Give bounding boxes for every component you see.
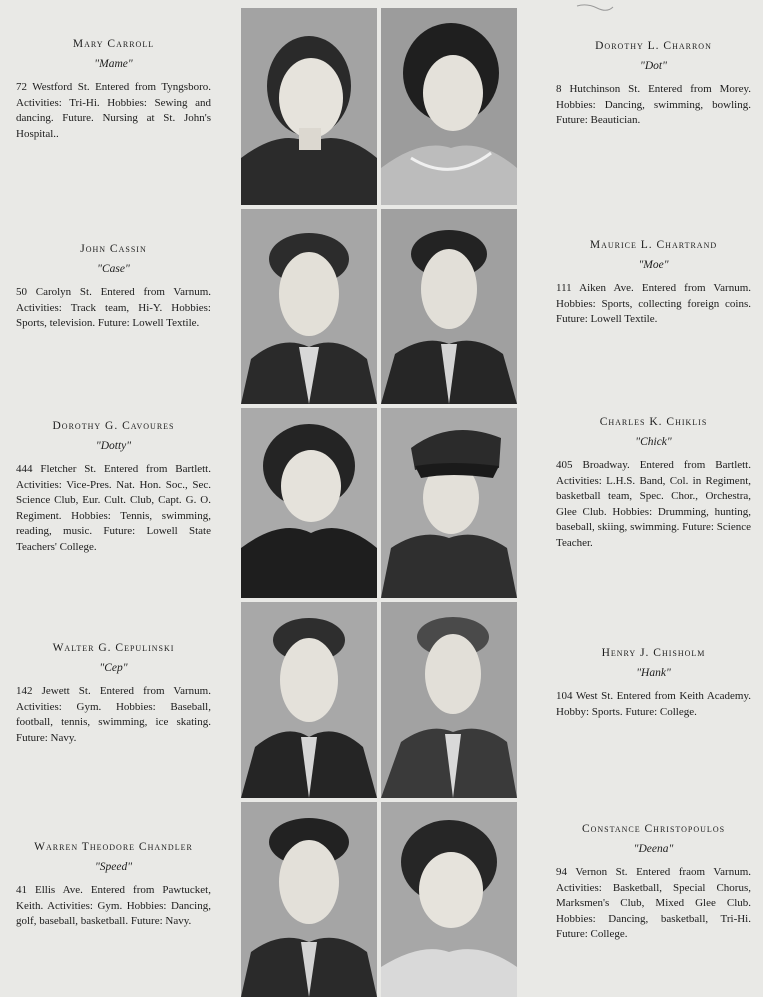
student-nickname: "Case" <box>97 263 130 275</box>
student-bio: 142 Jewett St. Entered from Varnum. Activities: Gym. Hobbies: Baseball, football, tennis, swimming, ice skating. Future: Navy. <box>16 685 211 744</box>
page-speck-mark <box>575 2 615 12</box>
portrait-photo-chandler <box>241 802 377 997</box>
student-bio: 111 Aiken Ave. Entered from Varnum. Hobbies: Sports, collecting foreign coins. Future: Lowell Textile. <box>556 282 751 326</box>
student-entry-cepulinski <box>16 642 211 746</box>
portrait-photo-cepulinski <box>241 602 377 798</box>
portrait-photo-cavoures <box>241 408 377 598</box>
student-bio: 8 Hutchinson St. Entered from Morey. Hobbies: Dancing, swimming, bowling. Future: Beautician. <box>556 83 751 127</box>
student-nickname: "Mame" <box>94 58 133 70</box>
student-entry-cassin <box>16 243 211 332</box>
student-nickname: "Moe" <box>638 259 669 271</box>
student-name: Henry J. Chisholm <box>601 647 706 659</box>
portrait-photo-cassin <box>241 209 377 404</box>
student-nickname: "Dot" <box>640 60 667 72</box>
student-name: Charles K. Chiklis <box>599 416 708 428</box>
student-bio: 444 Fletcher St. Entered from Bartlett. Activities: Vice-Pres. Nat. Hon. Soc., Sec. Science Club, Eur. Cult. Club, Capt. G. O. Regiment. Hobbies: Tennis, swimming, reading, music. Future: Lowell State Teachers' College. <box>16 463 211 553</box>
student-name: Maurice L. Chartrand <box>589 239 718 251</box>
student-name: Warren Theodore Chandler <box>34 841 193 853</box>
student-entry-chandler <box>16 841 211 930</box>
student-name: John Cassin <box>80 243 147 255</box>
student-nickname: "Chick" <box>635 436 672 448</box>
student-nickname: "Speed" <box>94 861 133 873</box>
student-name: Walter G. Cepulinski <box>52 642 175 654</box>
student-bio: 41 Ellis Ave. Entered from Pawtucket, Keith. Activities: Gym. Hobbies: Dancing, golf, baseball, basketball. Future: Navy. <box>16 884 211 928</box>
portrait-photo-christopoulos <box>381 802 517 997</box>
portrait-photo-chartrand <box>381 209 517 404</box>
student-nickname: "Dotty" <box>95 440 132 452</box>
student-entry-cavoures <box>16 420 211 556</box>
portrait-photo-chisholm <box>381 602 517 798</box>
student-entry-chiklis <box>556 416 751 552</box>
portrait-photo-chiklis <box>381 408 517 598</box>
student-bio: 50 Carolyn St. Entered from Varnum. Activities: Track team, Hi-Y. Hobbies: Sports, television. Future: Lowell Textile. <box>16 286 211 330</box>
student-name: Constance Christopoulos <box>581 823 726 835</box>
student-bio: 72 Westford St. Entered from Tyngsboro. Activities: Tri-Hi. Hobbies: Sewing and dancing. Future. Nursing at St. John's Hospital.. <box>16 81 211 140</box>
student-name: Dorothy L. Charron <box>595 40 712 52</box>
student-nickname: "Hank" <box>636 667 671 679</box>
student-bio: 104 West St. Entered from Keith Academy. Hobby: Sports. Future: College. <box>556 690 751 718</box>
student-bio: 94 Vernon St. Entered fraom Varnum. Activities: Basketball, Special Chorus, Marksmen's Club, Mixed Glee Club. Hobbies: Dancing, basketball, Tri-Hi. Future: College. <box>556 866 751 941</box>
student-nickname: "Cep" <box>99 662 128 674</box>
student-entry-carroll <box>16 38 211 142</box>
student-entry-chartrand <box>556 239 751 328</box>
student-entry-chisholm <box>556 647 751 720</box>
student-name: Mary Carroll <box>72 38 155 50</box>
student-name: Dorothy G. Cavoures <box>52 420 175 432</box>
portrait-photo-carroll <box>241 8 377 205</box>
student-entry-charron <box>556 40 751 129</box>
student-bio: 405 Broadway. Entered from Bartlett. Activities: L.H.S. Band, Col. in Regiment, basketball team, Spec. Chor., Orchestra, Glee Club. Hobbies: Drumming, hunting, baseball, skiing, swimming. Future: Science Teacher. <box>556 459 751 549</box>
student-nickname: "Deena" <box>633 843 674 855</box>
student-entry-christopoulos <box>556 823 751 943</box>
portrait-photo-charron <box>381 8 517 205</box>
